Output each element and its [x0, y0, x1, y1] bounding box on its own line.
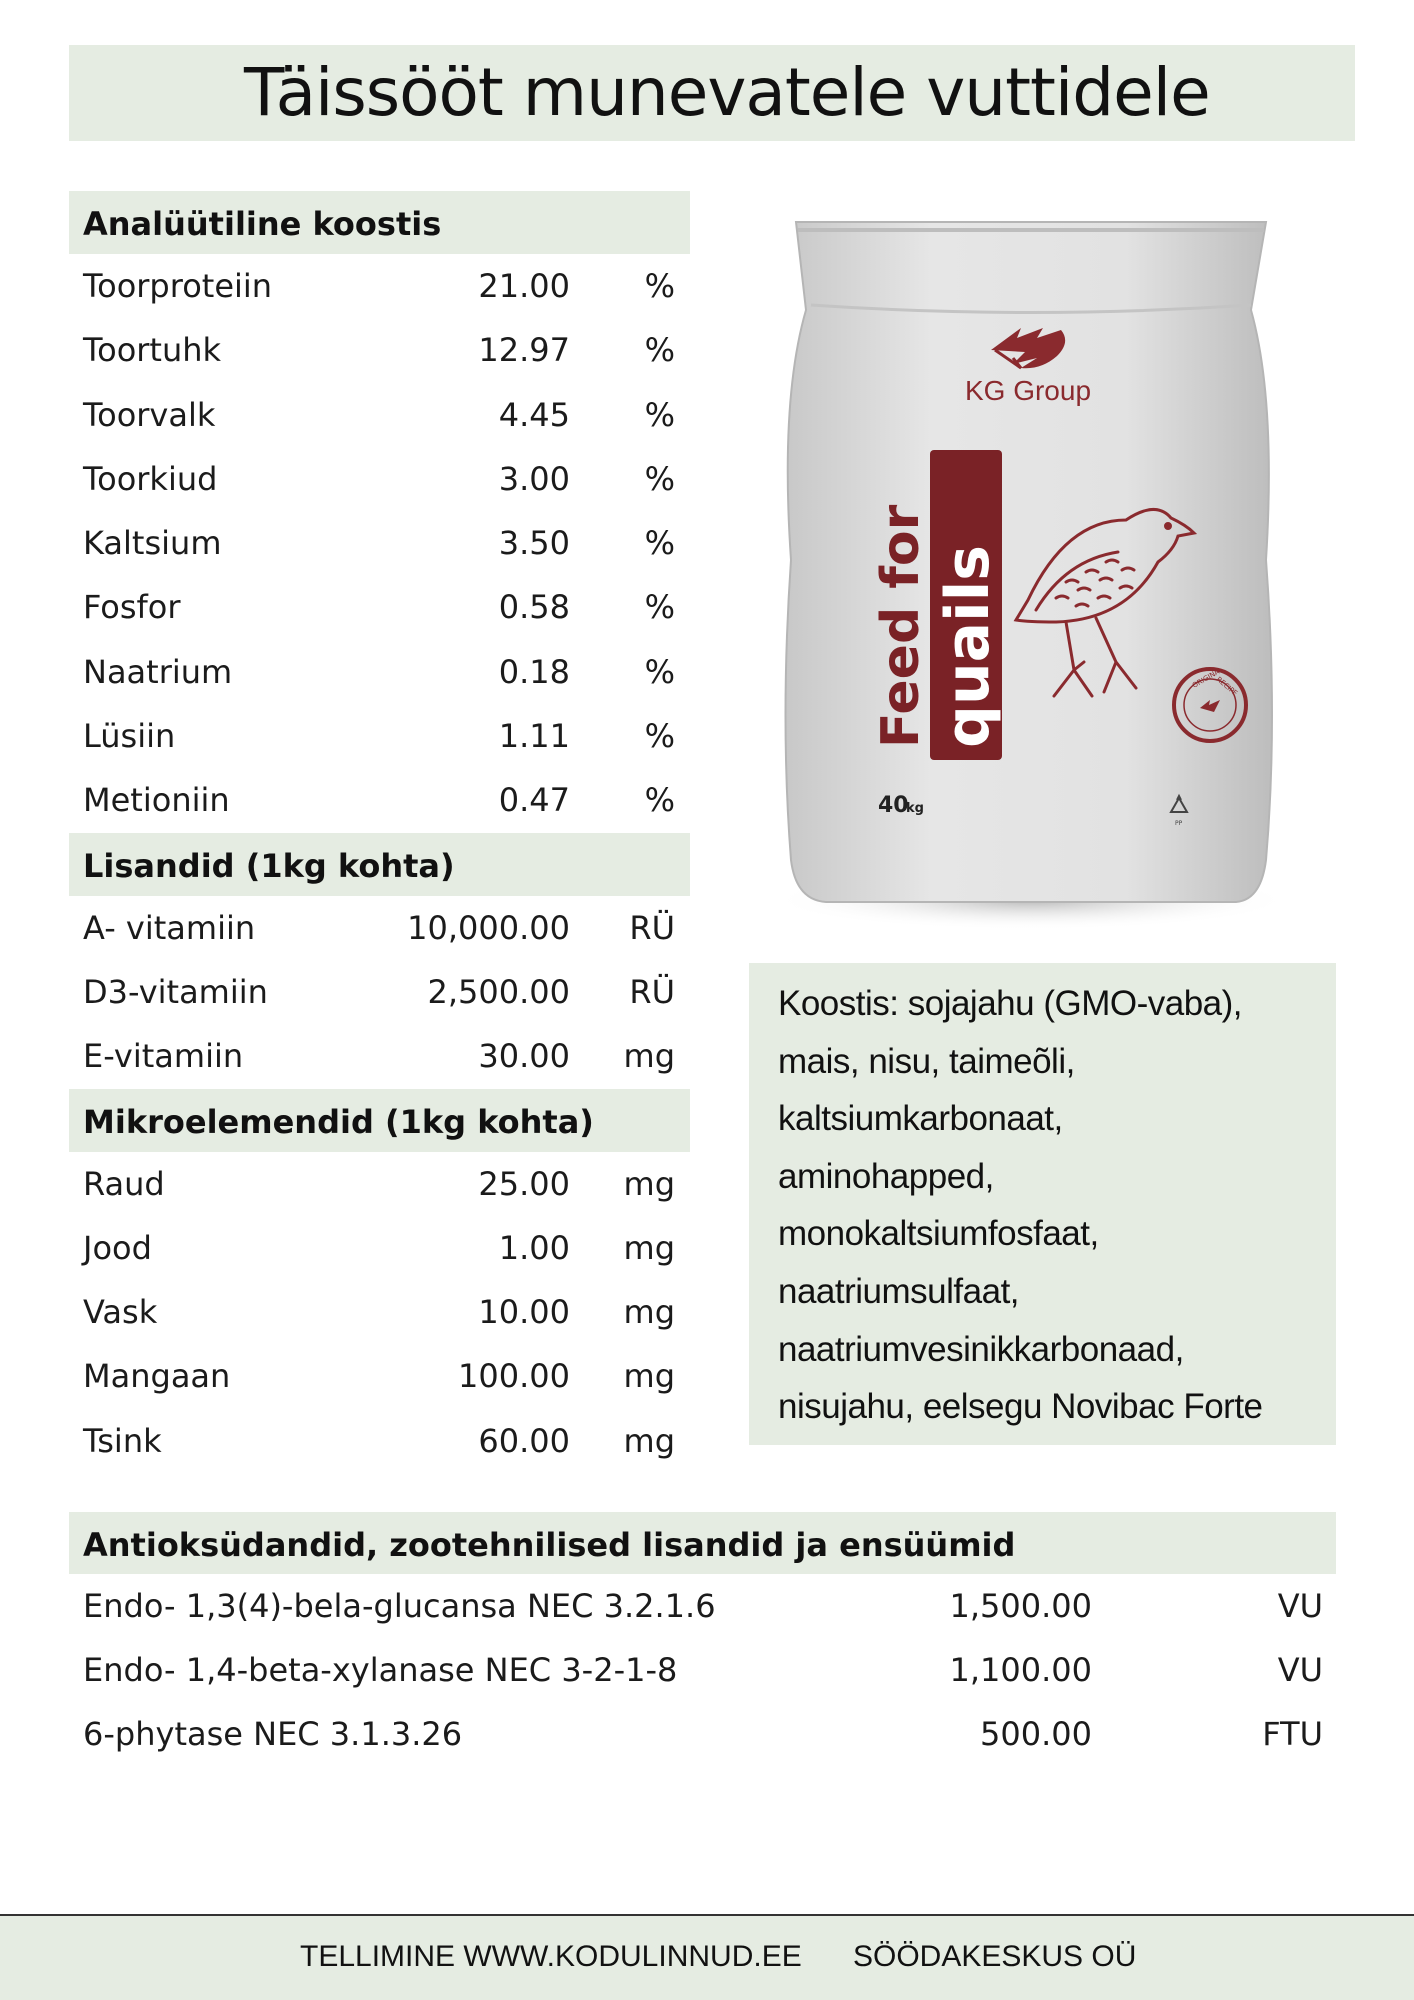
- bag-body: [786, 222, 1273, 902]
- row-unit: RÜ: [629, 908, 675, 947]
- row-unit: mg: [623, 1164, 675, 1203]
- row-label: Naatrium: [83, 652, 233, 691]
- row-unit: %: [644, 717, 675, 756]
- table-row: [69, 1574, 1336, 1638]
- row-label: Vask: [83, 1293, 158, 1332]
- section-heading-microelements: Mikroelemendid (1kg kohta): [69, 1089, 690, 1152]
- table-row: [69, 1216, 690, 1280]
- composition-line: aminohapped,: [778, 1156, 994, 1196]
- row-label: Tsink: [83, 1421, 162, 1460]
- table-row: [69, 254, 690, 318]
- row-unit: VU: [1277, 1587, 1323, 1625]
- row-unit: mg: [623, 1228, 675, 1267]
- row-value: 1,500.00: [949, 1587, 1092, 1625]
- row-unit: %: [644, 267, 675, 305]
- table-row: [69, 1280, 690, 1344]
- row-unit: mg: [623, 1293, 675, 1332]
- row-unit: %: [644, 652, 675, 691]
- title-banner: [69, 45, 1355, 141]
- row-label: Endo- 1,3(4)-bela-glucansa NEC 3.2.1.6: [83, 1587, 716, 1625]
- row-label: D3-vitamiin: [83, 972, 268, 1011]
- row-value: 3.00: [498, 459, 570, 498]
- row-unit: %: [644, 588, 675, 627]
- table-row: [69, 1702, 1336, 1766]
- row-unit: mg: [623, 1421, 675, 1460]
- row-value: 0.58: [498, 588, 570, 627]
- row-value: 2,500.00: [427, 972, 570, 1011]
- table-row: [69, 383, 690, 447]
- table-row: [69, 575, 690, 639]
- table-row: [69, 1152, 690, 1216]
- footer: [0, 1914, 1414, 2000]
- row-unit: FTU: [1262, 1715, 1323, 1753]
- row-value: 0.47: [498, 781, 570, 820]
- composition-line: naatriumsulfaat,: [778, 1271, 1020, 1311]
- row-label: Jood: [83, 1228, 152, 1267]
- section-heading-analytical: Analüütiline koostis: [69, 191, 690, 254]
- table-row: [69, 1344, 690, 1408]
- page-title: Täissööt munevatele vuttidele: [244, 54, 1210, 131]
- footer-company: SÖÖDAKESKUS OÜ: [853, 1940, 1137, 1973]
- table-row: [69, 960, 690, 1024]
- row-label: Toortuhk: [83, 331, 222, 370]
- bag-brand: KG Group: [964, 375, 1092, 406]
- row-value: 1.00: [498, 1228, 570, 1267]
- row-label: 6-phytase NEC 3.1.3.26: [83, 1715, 463, 1753]
- row-value: 500.00: [980, 1715, 1092, 1753]
- composition-line: mais, nisu, taimeõli,: [778, 1041, 1075, 1081]
- composition-line: Koostis: sojajahu (GMO-vaba),: [778, 984, 1243, 1023]
- row-unit: RÜ: [629, 972, 675, 1011]
- row-unit: %: [644, 781, 675, 820]
- row-value: 21.00: [478, 267, 570, 305]
- row-unit: VU: [1277, 1651, 1323, 1689]
- row-label: Toorvalk: [83, 395, 216, 434]
- table-row: [69, 1409, 690, 1473]
- row-value: 1.11: [498, 717, 570, 756]
- row-value: 3.50: [498, 524, 570, 563]
- section-heading-additives: Lisandid (1kg kohta): [69, 833, 690, 896]
- table-row: [69, 704, 690, 768]
- table-row: [69, 768, 690, 832]
- row-label: A- vitamiin: [83, 908, 256, 947]
- section-heading-antioxidants: Antioksüdandid, zootehnilised lisandid ja ensüümid: [69, 1512, 1336, 1574]
- row-label: Metioniin: [83, 781, 230, 820]
- seal-text-top: ORIGINAL: [1191, 665, 1225, 690]
- antioxidants-table: [69, 1512, 1336, 1766]
- table-row: [69, 318, 690, 382]
- bag-weight-value: 40: [878, 793, 909, 818]
- row-unit: %: [644, 331, 675, 370]
- row-unit: mg: [623, 1037, 675, 1076]
- row-value: 25.00: [478, 1164, 570, 1203]
- feed-bag-image: [766, 200, 1296, 940]
- row-value: 0.18: [498, 652, 570, 691]
- table-row: [69, 447, 690, 511]
- composition-line: kaltsiumkarbonaat,: [778, 1099, 1063, 1139]
- nutrition-table: [69, 191, 690, 1473]
- row-value: 10,000.00: [407, 908, 570, 947]
- composition-line: naatriumvesinikkarbonaad,: [778, 1329, 1184, 1369]
- row-label: Fosfor: [83, 588, 181, 627]
- bag-line1: Feed for: [871, 504, 931, 748]
- table-row: [69, 640, 690, 704]
- row-label: Toorkiud: [83, 459, 218, 498]
- composition-box: [749, 963, 1336, 1445]
- table-row: [69, 1024, 690, 1088]
- row-value: 100.00: [458, 1357, 570, 1396]
- bag-weight-unit: kg: [906, 801, 924, 816]
- seal-text-right: RECIPE: [1214, 675, 1239, 698]
- row-label: Endo- 1,4-beta-xylanase NEC 3-2-1-8: [83, 1651, 678, 1689]
- row-label: Raud: [83, 1164, 165, 1203]
- table-row: [69, 511, 690, 575]
- footer-order-link[interactable]: TELLIMINE WWW.KODULINNUD.EE: [300, 1940, 802, 1973]
- row-value: 10.00: [478, 1293, 570, 1332]
- row-unit: %: [644, 395, 675, 434]
- table-row: [69, 896, 690, 960]
- row-unit: %: [644, 459, 675, 498]
- row-value: 1,100.00: [949, 1651, 1092, 1689]
- row-label: Mangaan: [83, 1357, 231, 1396]
- composition-line: nisujahu, eelsegu Novibac Forte: [778, 1387, 1263, 1427]
- row-value: 12.97: [478, 331, 570, 370]
- table-row: [69, 1638, 1336, 1702]
- row-unit: mg: [623, 1357, 675, 1396]
- bag-line2: quails: [933, 545, 1003, 748]
- row-label: Kaltsium: [83, 524, 222, 563]
- row-value: 60.00: [478, 1421, 570, 1460]
- recycle-code: PP: [1175, 820, 1183, 827]
- row-value: 30.00: [478, 1037, 570, 1076]
- row-value: 4.45: [498, 395, 570, 434]
- row-label: Lüsiin: [83, 717, 176, 756]
- row-label: E-vitamiin: [83, 1037, 244, 1076]
- composition-line: monokaltsiumfosfaat,: [778, 1214, 1099, 1254]
- row-unit: %: [644, 524, 675, 563]
- row-label: Toorproteiin: [83, 267, 273, 305]
